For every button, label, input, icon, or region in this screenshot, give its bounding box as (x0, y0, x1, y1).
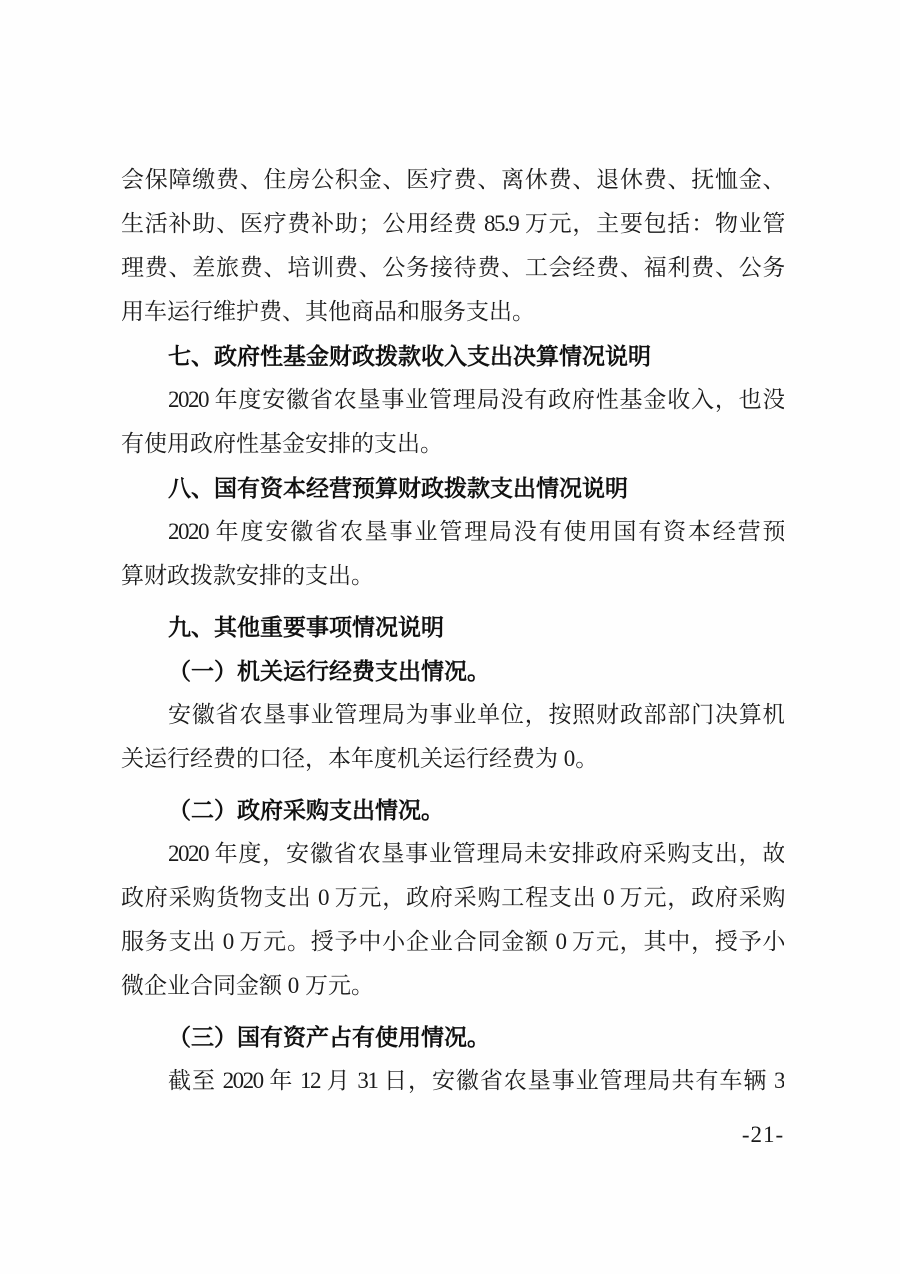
section-heading: 七、政府性基金财政拨款收入支出决算情况说明 (168, 343, 651, 369)
document-text-block (121, 158, 784, 1103)
text-line: 关运行经费的口径，本年度机关运行经费为 0。 (121, 746, 599, 771)
section-heading: （二）政府采购支出情况。 (168, 797, 444, 823)
text-line: 用车运行维护费、其他商品和服务支出。 (121, 299, 535, 324)
text-line: 微企业合同金额 0 万元。 (121, 973, 374, 998)
text-line: 服务支出 0 万元。授予中小企业合同金额 0 万元，其中，授予小 (121, 929, 784, 954)
page-number: -21- (741, 1122, 785, 1147)
text-line: 安徽省农垦事业管理局为事业单位，按照财政部部门决算机 (168, 702, 784, 727)
text-line: 有使用政府性基金安排的支出。 (121, 431, 443, 456)
section-heading: 八、国有资本经营预算财政拨款支出情况说明 (168, 475, 628, 501)
text-line: 2020 年度安徽省农垦事业管理局没有使用国有资本经营预 (168, 519, 784, 544)
section-heading: 九、其他重要事项情况说明 (168, 614, 444, 640)
section-heading: （一）机关运行经费支出情况。 (168, 658, 490, 684)
text-line: 2020 年度安徽省农垦事业管理局没有政府性基金收入，也没 (168, 387, 784, 412)
section-heading: （三）国有资产占有使用情况。 (168, 1024, 490, 1050)
text-line: 截至 2020 年 12 月 31 日，安徽省农垦事业管理局共有车辆 3 (168, 1068, 784, 1093)
text-line: 生活补助、医疗费补助；公用经费 85.9 万元，主要包括：物业管 (121, 211, 784, 236)
text-line: 会保障缴费、住房公积金、医疗费、离休费、退休费、抚恤金、 (121, 167, 784, 192)
text-line: 算财政拨款安排的支出。 (121, 563, 374, 588)
text-line: 2020 年度，安徽省农垦事业管理局未安排政府采购支出，故 (168, 841, 784, 866)
text-line: 理费、差旅费、培训费、公务接待费、工会经费、福利费、公务 (121, 255, 784, 280)
text-line: 政府采购货物支出 0 万元，政府采购工程支出 0 万元，政府采购 (121, 885, 784, 910)
